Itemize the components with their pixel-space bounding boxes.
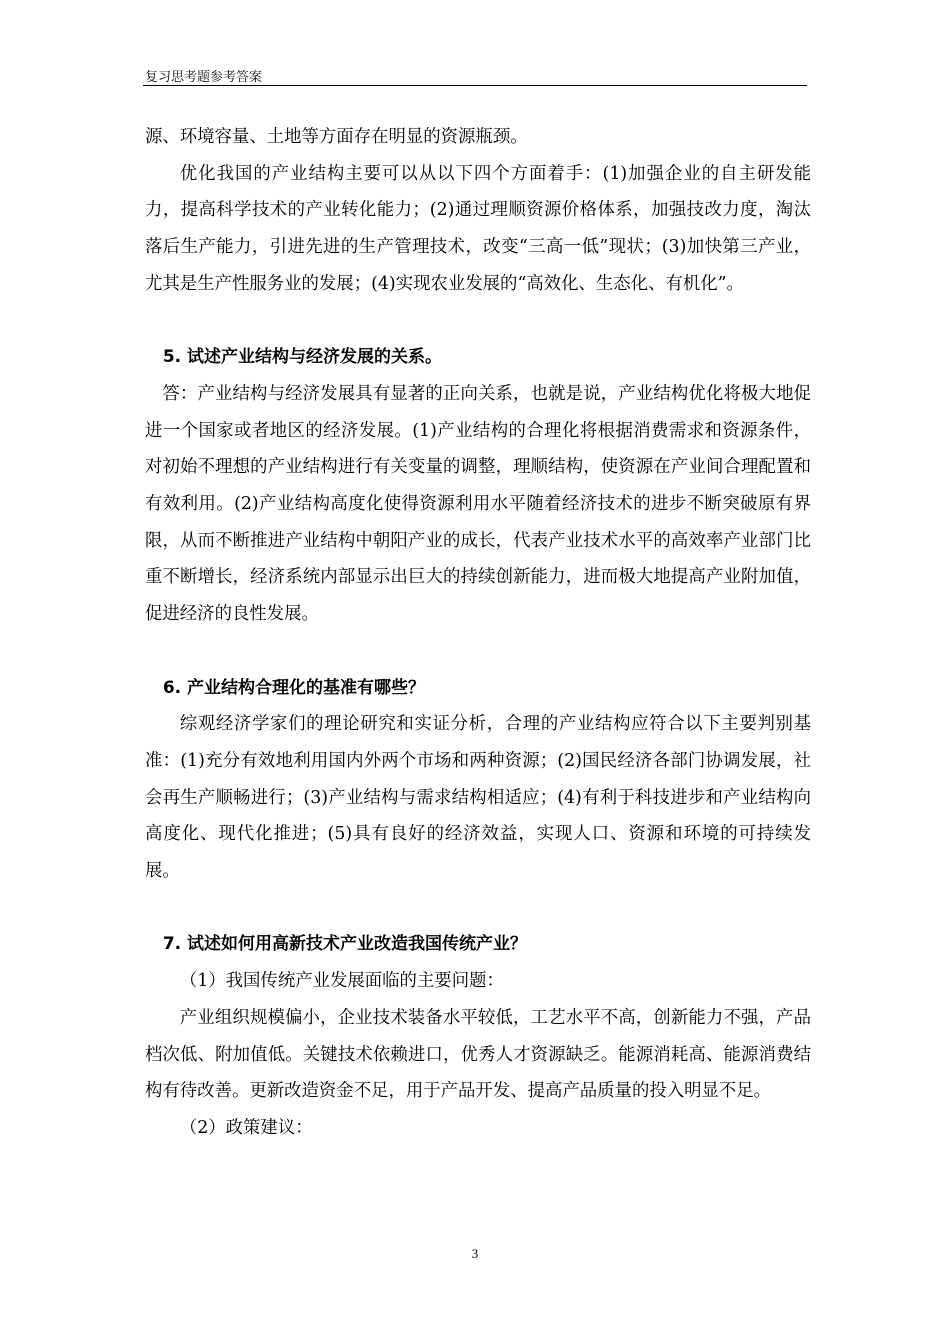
spacer [145, 633, 811, 670]
question-7-subheading-2: （2）政策建议： [179, 1117, 313, 1138]
question-5-answer: 答：产业结构与经济发展具有显著的正向关系，也就是说，产业结构优化将极大地促进一个国家或者地区的经济发展。(1)产业结构的合理化将根据消费需求和资源条件，对初始不理想的产业结构进行有关变量的调整，理顺结构，使资源在产业间合理配置和有效利用。(2)产业结构高度化使得资源利用水平随着经济技术的进步不断突破原有界限，从而不断推进产业结构中朝阳产业的成长，代表产业技术水平的高效率产业部门比重不断增长，经济系统内部显示出巨大的持续创新能力，进而极大地提高产业附加值，促进经济的良性发展。 [145, 383, 811, 625]
question-6-heading: 6. 产业结构合理化的基准有哪些？ [162, 677, 426, 698]
question-7-problems-text: 产业组织规模偏小，企业技术装备水平较低，工艺水平不高，创新能力不强，产品档次低、附加值低。关键技术依赖进口，优秀人才资源缺乏。能源消耗高、能源消费结构有待改善。更新改造资金不足，用于产品开发、提高产品质量的投入明显不足。 [145, 1007, 811, 1102]
paragraph-optimize-structure: 优化我国的产业结构主要可以从以下四个方面着手：(1)加强企业的自主研发能力，提高科学技术的产业转化能力；(2)通过理顺资源价格体系，加强技改力度，淘汰落后生产能力，引进先进的生产管理技术，改变“三高一低”现状；(3)加快第三产业，尤其是生产性服务业的发展；(4)实现农业发展的“高效化、生态化、有机化”。 [145, 163, 811, 294]
spacer [145, 303, 811, 340]
document-body [145, 119, 811, 1147]
spacer [145, 890, 811, 927]
question-7-subheading-1: （1）我国传统产业发展面临的主要问题： [179, 971, 504, 992]
question-5-heading: 5. 试述产业结构与经济发展的关系。 [162, 347, 443, 368]
question-7-heading: 7. 试述如何用高新技术产业改造我国传统产业？ [162, 934, 528, 955]
header-divider [143, 85, 807, 86]
question-6-answer: 综观经济学家们的理论研究和实证分析，合理的产业结构应符合以下主要判别基准：(1)充分有效地利用国内外两个市场和两种资源；(2)国民经济各部门协调发展，社会再生产顺畅进行；(3)产业结构与需求结构相适应；(4)有利于科技进步和产业结构向高度化、现代化推进；(5)具有良好的经济效益，实现人口、资源和环境的可持续发展。 [145, 714, 811, 882]
running-header: 复习思考题参考答案 [145, 70, 263, 85]
paragraph-continuation: 源、环境容量、土地等方面存在明显的资源瓶颈。 [145, 127, 528, 147]
page-number: 3 [471, 1246, 479, 1261]
